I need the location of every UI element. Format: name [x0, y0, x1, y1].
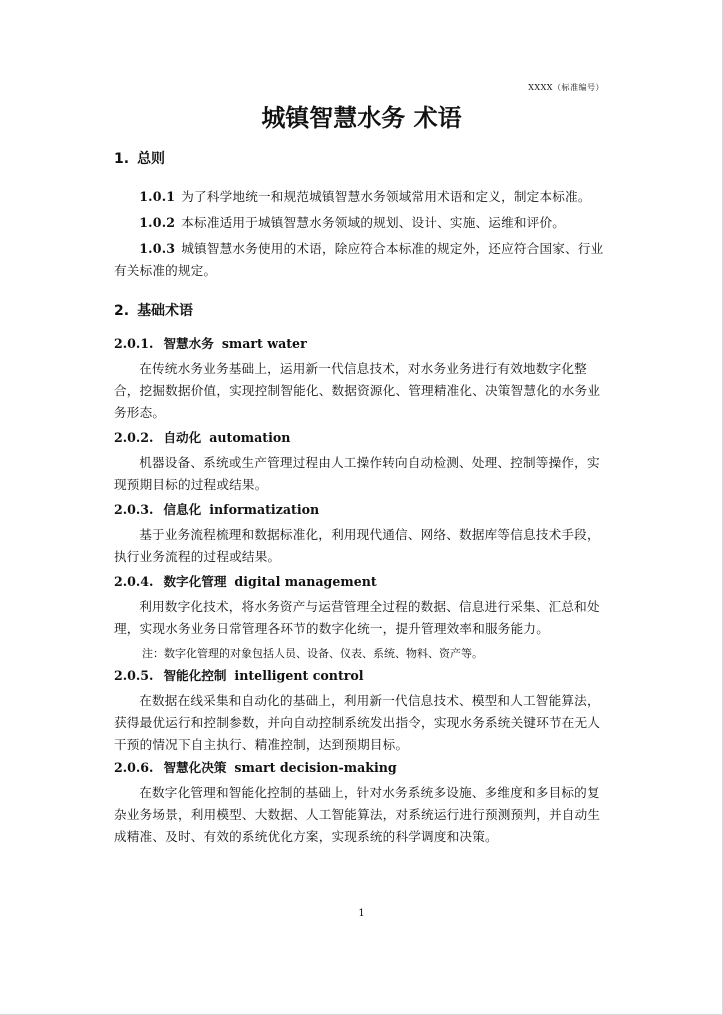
term-number: 2.0.1.	[114, 336, 154, 351]
section-number: 1.	[114, 151, 130, 167]
term-definition: 在数字化管理和智能化控制的基础上，针对水务系统多设施、多维度和多目标的复杂业务场景，利用模型、大数据、人工智能算法，对系统运行进行预测预判，并自动生成精准、及时、有效的系统优化方案，实现系统的科学调度和决策。	[114, 785, 601, 844]
clause-1-0-3	[114, 238, 610, 282]
clause-text: 为了科学地统一和规范城镇智慧水务领域常用术语和定义，制定本标准。	[181, 189, 591, 204]
term-heading	[114, 758, 610, 778]
term-heading	[114, 334, 610, 354]
term-definition: 在传统水务业务基础上，运用新一代信息技术，对水务业务进行有效地数字化整合，挖掘数据价值，实现控制智能化、数据资源化、管理精准化、决策智慧化的水务业务形态。	[114, 361, 601, 420]
term-chinese: 信息化	[163, 502, 202, 517]
section-title: 基础术语	[137, 303, 194, 319]
clause-number: 1.0.1	[139, 189, 176, 204]
term-chinese: 智慧化决策	[163, 760, 227, 775]
term-number: 2.0.5.	[114, 668, 154, 683]
document-title: 城镇智慧水务 术语	[261, 104, 462, 132]
term-english: smart decision-making	[234, 760, 397, 775]
section-1-heading	[114, 148, 610, 168]
term-definition: 基于业务流程梳理和数据标准化，利用现代通信、网络、数据库等信息技术手段，执行业务流程的过程或结果。	[114, 527, 600, 564]
term-heading	[114, 666, 610, 686]
term-english: smart water	[221, 336, 307, 351]
term-heading	[114, 428, 610, 448]
document-body	[114, 148, 610, 848]
term-english: intelligent control	[234, 668, 364, 683]
term-chinese: 自动化	[163, 430, 202, 445]
term-definition: 利用数字化技术，将水务资产与运营管理全过程的数据、信息进行采集、汇总和处理，实现水务业务日常管理各环节的数字化统一，提升管理效率和服务能力。	[114, 599, 600, 636]
term-number: 2.0.3.	[114, 502, 154, 517]
clause-1-0-1	[114, 186, 610, 208]
term-chinese: 智慧水务	[163, 336, 214, 351]
clause-number: 1.0.3	[139, 241, 176, 256]
page-number: 1	[358, 908, 365, 919]
clause-1-0-2	[114, 212, 610, 234]
term-heading	[114, 572, 610, 592]
term-number: 2.0.4.	[114, 574, 154, 589]
clause-text: 城镇智慧水务使用的术语，除应符合本标准的规定外，还应符合国家、行业有关标准的规定。	[114, 241, 604, 278]
term-chinese: 数字化管理	[163, 574, 227, 589]
clause-number: 1.0.2	[139, 215, 176, 230]
term-number: 2.0.2.	[114, 430, 154, 445]
standard-number: XXXX（标准编号）	[528, 83, 604, 92]
term-english: informatization	[209, 502, 320, 517]
term-number: 2.0.6.	[114, 760, 154, 775]
term-note: 注：数字化管理的对象包括人员、设备、仪表、系统、物料、资产等。	[142, 647, 483, 660]
term-chinese: 智能化控制	[163, 668, 227, 683]
term-definition: 在数据在线采集和自动化的基础上，利用新一代信息技术、模型和人工智能算法，获得最优运行和控制参数，并向自动控制系统发出指令，实现水务系统关键环节在无人干预的情况下自主执行、精准控制，达到预期目标。	[114, 693, 601, 752]
section-2-heading	[114, 300, 610, 320]
clause-text: 本标准适用于城镇智慧水务领域的规划、设计、实施、运维和评价。	[181, 215, 566, 230]
term-english: digital management	[234, 574, 377, 589]
term-heading	[114, 500, 610, 520]
section-title: 总则	[137, 151, 166, 167]
term-english: automation	[209, 430, 291, 445]
section-number: 2.	[114, 303, 130, 319]
term-definition: 机器设备、系统或生产管理过程由人工操作转向自动检测、处理、控制等操作，实现预期目标的过程或结果。	[114, 455, 600, 492]
